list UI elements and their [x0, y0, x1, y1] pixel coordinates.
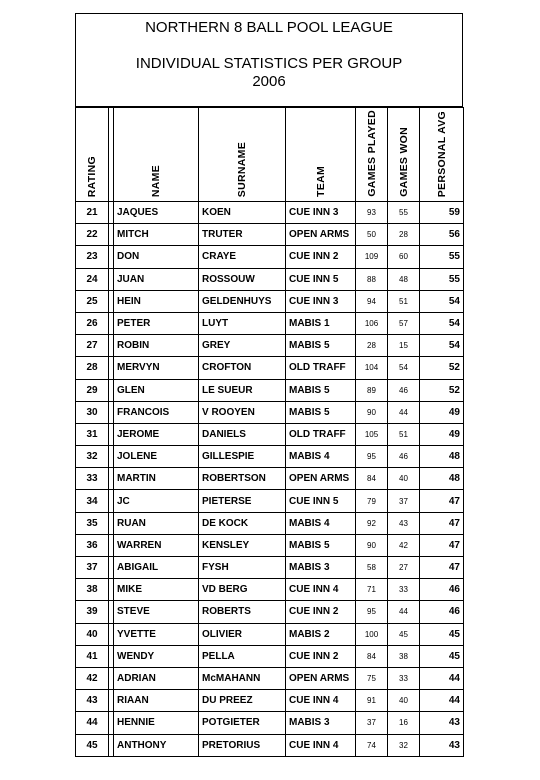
- personal-avg-cell: 55: [420, 268, 464, 290]
- surname-cell: PIETERSE: [199, 490, 286, 512]
- personal-avg-cell: 44: [420, 667, 464, 689]
- surname-cell: LUYT: [199, 312, 286, 334]
- personal-avg-cell: 49: [420, 423, 464, 445]
- personal-avg-cell: 43: [420, 734, 464, 756]
- games-played-cell: 89: [356, 379, 388, 401]
- name-cell: RUAN: [114, 512, 199, 534]
- surname-cell: FYSH: [199, 557, 286, 579]
- table-body: [76, 202, 464, 757]
- personal-avg-cell: 47: [420, 534, 464, 556]
- table-row: [76, 357, 464, 379]
- rating-cell: 33: [76, 468, 109, 490]
- table-row: [76, 512, 464, 534]
- season-year: 2006: [252, 73, 286, 90]
- surname-cell: McMAHANN: [199, 667, 286, 689]
- table-row: [76, 667, 464, 689]
- rating-cell: 37: [76, 557, 109, 579]
- table-row: [76, 401, 464, 423]
- surname-cell: GILLESPIE: [199, 446, 286, 468]
- team-cell: CUE INN 2: [286, 601, 356, 623]
- games-played-cell: 28: [356, 335, 388, 357]
- games-won-cell: 33: [388, 667, 420, 689]
- name-cell: MIKE: [114, 579, 199, 601]
- table-row: [76, 645, 464, 667]
- games-played-cell: 106: [356, 312, 388, 334]
- personal-avg-cell: 46: [420, 579, 464, 601]
- personal-avg-cell: 47: [420, 490, 464, 512]
- name-cell: JUAN: [114, 268, 199, 290]
- header-games-played: GAMES PLAYED: [356, 108, 388, 202]
- surname-cell: PRETORIUS: [199, 734, 286, 756]
- table-row: [76, 290, 464, 312]
- surname-cell: GELDENHUYS: [199, 290, 286, 312]
- games-played-cell: 50: [356, 224, 388, 246]
- team-cell: CUE INN 3: [286, 202, 356, 224]
- surname-cell: CRAYE: [199, 246, 286, 268]
- name-cell: JEROME: [114, 423, 199, 445]
- games-won-cell: 46: [388, 379, 420, 401]
- team-cell: CUE INN 4: [286, 690, 356, 712]
- surname-cell: KENSLEY: [199, 534, 286, 556]
- games-played-cell: 88: [356, 268, 388, 290]
- team-cell: MABIS 5: [286, 534, 356, 556]
- name-cell: FRANCOIS: [114, 401, 199, 423]
- name-cell: MITCH: [114, 224, 199, 246]
- rating-cell: 40: [76, 623, 109, 645]
- name-cell: ABIGAIL: [114, 557, 199, 579]
- games-won-cell: 32: [388, 734, 420, 756]
- games-won-cell: 27: [388, 557, 420, 579]
- table-row: [76, 224, 464, 246]
- games-won-cell: 51: [388, 423, 420, 445]
- rating-cell: 27: [76, 335, 109, 357]
- rating-cell: 30: [76, 401, 109, 423]
- name-cell: ANTHONY: [114, 734, 199, 756]
- table-row: [76, 712, 464, 734]
- team-cell: CUE INN 4: [286, 579, 356, 601]
- name-cell: DON: [114, 246, 199, 268]
- team-cell: CUE INN 3: [286, 290, 356, 312]
- team-cell: MABIS 2: [286, 623, 356, 645]
- games-won-cell: 37: [388, 490, 420, 512]
- table-row: [76, 534, 464, 556]
- table-row: [76, 490, 464, 512]
- games-won-cell: 51: [388, 290, 420, 312]
- games-won-cell: 45: [388, 623, 420, 645]
- games-played-cell: 84: [356, 468, 388, 490]
- games-won-cell: 40: [388, 690, 420, 712]
- games-won-cell: 44: [388, 401, 420, 423]
- rating-cell: 23: [76, 246, 109, 268]
- team-cell: CUE INN 2: [286, 246, 356, 268]
- personal-avg-cell: 54: [420, 312, 464, 334]
- surname-cell: VD BERG: [199, 579, 286, 601]
- surname-cell: POTGIETER: [199, 712, 286, 734]
- games-played-cell: 104: [356, 357, 388, 379]
- rating-cell: 31: [76, 423, 109, 445]
- games-played-cell: 91: [356, 690, 388, 712]
- statistics-sheet: [75, 13, 463, 757]
- header-personal-avg: PERSONAL AVG: [420, 108, 464, 202]
- team-cell: MABIS 3: [286, 712, 356, 734]
- games-won-cell: 54: [388, 357, 420, 379]
- surname-cell: TRUTER: [199, 224, 286, 246]
- games-played-cell: 75: [356, 667, 388, 689]
- personal-avg-cell: 56: [420, 224, 464, 246]
- personal-avg-cell: 54: [420, 290, 464, 312]
- rating-cell: 44: [76, 712, 109, 734]
- personal-avg-cell: 52: [420, 379, 464, 401]
- surname-cell: KOEN: [199, 202, 286, 224]
- personal-avg-cell: 45: [420, 623, 464, 645]
- surname-cell: DANIELS: [199, 423, 286, 445]
- surname-cell: GREY: [199, 335, 286, 357]
- title-block: [75, 13, 463, 107]
- games-played-cell: 95: [356, 601, 388, 623]
- rating-cell: 35: [76, 512, 109, 534]
- league-title: NORTHERN 8 BALL POOL LEAGUE: [145, 19, 393, 36]
- table-row: [76, 246, 464, 268]
- games-played-cell: 105: [356, 423, 388, 445]
- name-cell: RIAAN: [114, 690, 199, 712]
- games-won-cell: 55: [388, 202, 420, 224]
- games-played-cell: 74: [356, 734, 388, 756]
- name-cell: HENNIE: [114, 712, 199, 734]
- games-won-cell: 15: [388, 335, 420, 357]
- games-won-cell: 44: [388, 601, 420, 623]
- team-cell: OLD TRAFF: [286, 423, 356, 445]
- name-cell: JAQUES: [114, 202, 199, 224]
- rating-cell: 39: [76, 601, 109, 623]
- table-row: [76, 468, 464, 490]
- surname-cell: DU PREEZ: [199, 690, 286, 712]
- games-played-cell: 71: [356, 579, 388, 601]
- surname-cell: ROSSOUW: [199, 268, 286, 290]
- games-won-cell: 33: [388, 579, 420, 601]
- games-won-cell: 60: [388, 246, 420, 268]
- table-row: [76, 734, 464, 756]
- rating-cell: 45: [76, 734, 109, 756]
- surname-cell: PELLA: [199, 645, 286, 667]
- games-played-cell: 95: [356, 446, 388, 468]
- team-cell: OPEN ARMS: [286, 468, 356, 490]
- personal-avg-cell: 47: [420, 557, 464, 579]
- team-cell: MABIS 3: [286, 557, 356, 579]
- personal-avg-cell: 54: [420, 335, 464, 357]
- name-cell: YVETTE: [114, 623, 199, 645]
- games-played-cell: 92: [356, 512, 388, 534]
- team-cell: OPEN ARMS: [286, 667, 356, 689]
- name-cell: STEVE: [114, 601, 199, 623]
- name-cell: MERVYN: [114, 357, 199, 379]
- team-cell: CUE INN 2: [286, 645, 356, 667]
- name-cell: JOLENE: [114, 446, 199, 468]
- games-played-cell: 37: [356, 712, 388, 734]
- rating-cell: 29: [76, 379, 109, 401]
- team-cell: OPEN ARMS: [286, 224, 356, 246]
- table-row: [76, 446, 464, 468]
- rating-cell: 22: [76, 224, 109, 246]
- team-cell: CUE INN 5: [286, 268, 356, 290]
- team-cell: MABIS 5: [286, 401, 356, 423]
- personal-avg-cell: 43: [420, 712, 464, 734]
- table-row: [76, 557, 464, 579]
- table-row: [76, 268, 464, 290]
- table-row: [76, 202, 464, 224]
- personal-avg-cell: 59: [420, 202, 464, 224]
- personal-avg-cell: 49: [420, 401, 464, 423]
- table-row: [76, 601, 464, 623]
- surname-cell: LE SUEUR: [199, 379, 286, 401]
- personal-avg-cell: 46: [420, 601, 464, 623]
- rating-cell: 36: [76, 534, 109, 556]
- surname-cell: OLIVIER: [199, 623, 286, 645]
- name-cell: ADRIAN: [114, 667, 199, 689]
- name-cell: WENDY: [114, 645, 199, 667]
- games-won-cell: 46: [388, 446, 420, 468]
- rating-cell: 24: [76, 268, 109, 290]
- name-cell: PETER: [114, 312, 199, 334]
- games-played-cell: 100: [356, 623, 388, 645]
- table-row: [76, 579, 464, 601]
- games-played-cell: 94: [356, 290, 388, 312]
- table-row: [76, 312, 464, 334]
- team-cell: CUE INN 4: [286, 734, 356, 756]
- personal-avg-cell: 55: [420, 246, 464, 268]
- games-played-cell: 90: [356, 534, 388, 556]
- games-played-cell: 58: [356, 557, 388, 579]
- games-won-cell: 57: [388, 312, 420, 334]
- rating-cell: 21: [76, 202, 109, 224]
- surname-cell: CROFTON: [199, 357, 286, 379]
- header-team: TEAM: [286, 108, 356, 202]
- name-cell: MARTIN: [114, 468, 199, 490]
- table-row: [76, 623, 464, 645]
- personal-avg-cell: 47: [420, 512, 464, 534]
- games-won-cell: 40: [388, 468, 420, 490]
- games-played-cell: 79: [356, 490, 388, 512]
- name-cell: GLEN: [114, 379, 199, 401]
- personal-avg-cell: 52: [420, 357, 464, 379]
- rating-cell: 42: [76, 667, 109, 689]
- statistics-table: [75, 107, 464, 757]
- table-row: [76, 690, 464, 712]
- rating-cell: 43: [76, 690, 109, 712]
- games-played-cell: 90: [356, 401, 388, 423]
- table-row: [76, 335, 464, 357]
- personal-avg-cell: 48: [420, 468, 464, 490]
- games-won-cell: 38: [388, 645, 420, 667]
- table-row: [76, 423, 464, 445]
- header-surname: SURNAME: [199, 108, 286, 202]
- name-cell: WARREN: [114, 534, 199, 556]
- header-rating: RATING: [76, 108, 109, 202]
- rating-cell: 26: [76, 312, 109, 334]
- games-played-cell: 109: [356, 246, 388, 268]
- team-cell: MABIS 5: [286, 335, 356, 357]
- team-cell: CUE INN 5: [286, 490, 356, 512]
- rating-cell: 32: [76, 446, 109, 468]
- rating-cell: 34: [76, 490, 109, 512]
- personal-avg-cell: 45: [420, 645, 464, 667]
- personal-avg-cell: 48: [420, 446, 464, 468]
- games-won-cell: 16: [388, 712, 420, 734]
- team-cell: MABIS 4: [286, 446, 356, 468]
- games-played-cell: 84: [356, 645, 388, 667]
- games-won-cell: 48: [388, 268, 420, 290]
- games-played-cell: 93: [356, 202, 388, 224]
- table-row: [76, 379, 464, 401]
- team-cell: MABIS 4: [286, 512, 356, 534]
- header-row: [76, 108, 464, 202]
- surname-cell: V ROOYEN: [199, 401, 286, 423]
- rating-cell: 25: [76, 290, 109, 312]
- surname-cell: ROBERTS: [199, 601, 286, 623]
- games-won-cell: 43: [388, 512, 420, 534]
- rating-cell: 41: [76, 645, 109, 667]
- header-name: NAME: [114, 108, 199, 202]
- team-cell: MABIS 5: [286, 379, 356, 401]
- statistics-subtitle: INDIVIDUAL STATISTICS PER GROUP: [135, 55, 403, 72]
- rating-cell: 38: [76, 579, 109, 601]
- rating-cell: 28: [76, 357, 109, 379]
- games-won-cell: 28: [388, 224, 420, 246]
- team-cell: MABIS 1: [286, 312, 356, 334]
- header-games-won: GAMES WON: [388, 108, 420, 202]
- games-won-cell: 42: [388, 534, 420, 556]
- name-cell: HEIN: [114, 290, 199, 312]
- surname-cell: DE KOCK: [199, 512, 286, 534]
- team-cell: OLD TRAFF: [286, 357, 356, 379]
- name-cell: JC: [114, 490, 199, 512]
- surname-cell: ROBERTSON: [199, 468, 286, 490]
- personal-avg-cell: 44: [420, 690, 464, 712]
- name-cell: ROBIN: [114, 335, 199, 357]
